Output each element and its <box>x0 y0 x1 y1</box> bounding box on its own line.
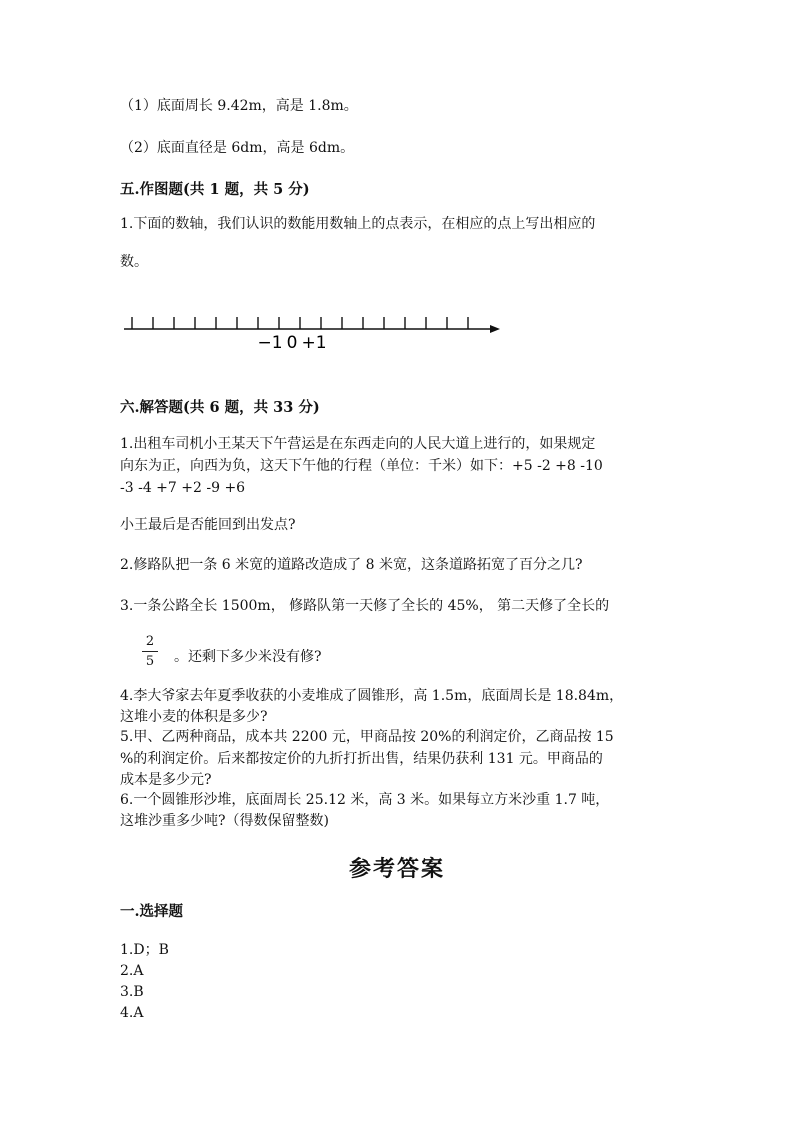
number-line-label-zero: 0 <box>286 333 298 353</box>
fraction-numerator: 2 <box>145 634 155 649</box>
section-6-question-1-line-4: 小王最后是否能回到出发点? <box>120 517 296 533</box>
section-6-question-6-line-1: 6.一个圆锥形沙堆，底面周长 25.12 米，高 3 米。如果每立方米沙重 1.7 吨， <box>120 792 610 808</box>
answers-section-1-heading: 一.选择题 <box>120 903 184 920</box>
section-6-question-3: 3.一条公路全长 1500m， 修路队第一天修了全长的 45%， 第二天修了全长的 <box>120 598 610 614</box>
section-6-question-1-line-2: 向东为正，向西为负，这天下午他的行程（单位：千米）如下：+5 -2 +8 -10 <box>120 458 603 474</box>
section-6-question-1-line-3: -3 -4 +7 +2 -9 +6 <box>120 480 246 496</box>
answer-3: 3.B <box>120 984 144 1000</box>
question-4-part-2: （2）底面直径是 6dm，高是 6dm。 <box>120 140 355 156</box>
question-4-part-1: （1）底面周长 9.42m，高是 1.8m。 <box>120 98 358 114</box>
section-6-question-2: 2.修路队把一条 6 米宽的道路改造成了 8 米宽，这条道路拓宽了百分之几? <box>120 557 583 573</box>
section-6-question-4-line-2: 这堆小麦的体积是多少? <box>120 709 268 725</box>
answer-4: 4.A <box>120 1005 144 1021</box>
section-5-heading: 五.作图题(共 1 题，共 5 分) <box>120 181 310 198</box>
section-6-question-5-line-3: 成本是多少元? <box>120 772 212 788</box>
section-5-question-1-line-2: 数。 <box>120 254 148 270</box>
fraction-two-fifths <box>142 634 158 669</box>
fraction-denominator: 5 <box>145 654 155 669</box>
number-line-arrowhead <box>490 325 500 333</box>
answer-2: 2.A <box>120 963 144 979</box>
fraction-bar <box>142 651 158 652</box>
number-line-ticks <box>132 317 468 329</box>
section-5-question-1-line-1: 1.下面的数轴，我们认识的数能用数轴上的点表示，在相应的点上写出相应的 <box>120 216 596 232</box>
number-line <box>120 308 510 354</box>
section-6-question-3-continued: 。还剩下多少米没有修? <box>174 649 322 665</box>
answers-title: 参考答案 <box>348 856 445 882</box>
answer-1: 1.D；B <box>120 942 169 958</box>
number-line-label-minus-one: −1 <box>257 333 283 353</box>
section-6-question-5-line-2: %的利润定价。后来都按定价的九折打折出售，结果仍获利 131 元。甲商品的 <box>120 751 603 767</box>
section-6-question-5-line-1: 5.甲、乙两种商品，成本共 2200 元，甲商品按 20%的利润定价，乙商品按 15 <box>120 729 614 745</box>
number-line-label-plus-one: +1 <box>301 333 327 353</box>
section-6-question-1-line-1: 1.出租车司机小王某天下午营运是在东西走向的人民大道上进行的，如果规定 <box>120 436 596 452</box>
section-6-question-4-line-1: 4.李大爷家去年夏季收获的小麦堆成了圆锥形，高 1.5m，底面周长是 18.84m， <box>120 688 624 704</box>
section-6-question-6-line-2: 这堆沙重多少吨?（得数保留整数) <box>120 813 329 829</box>
section-6-heading: 六.解答题(共 6 题，共 33 分) <box>120 399 320 416</box>
